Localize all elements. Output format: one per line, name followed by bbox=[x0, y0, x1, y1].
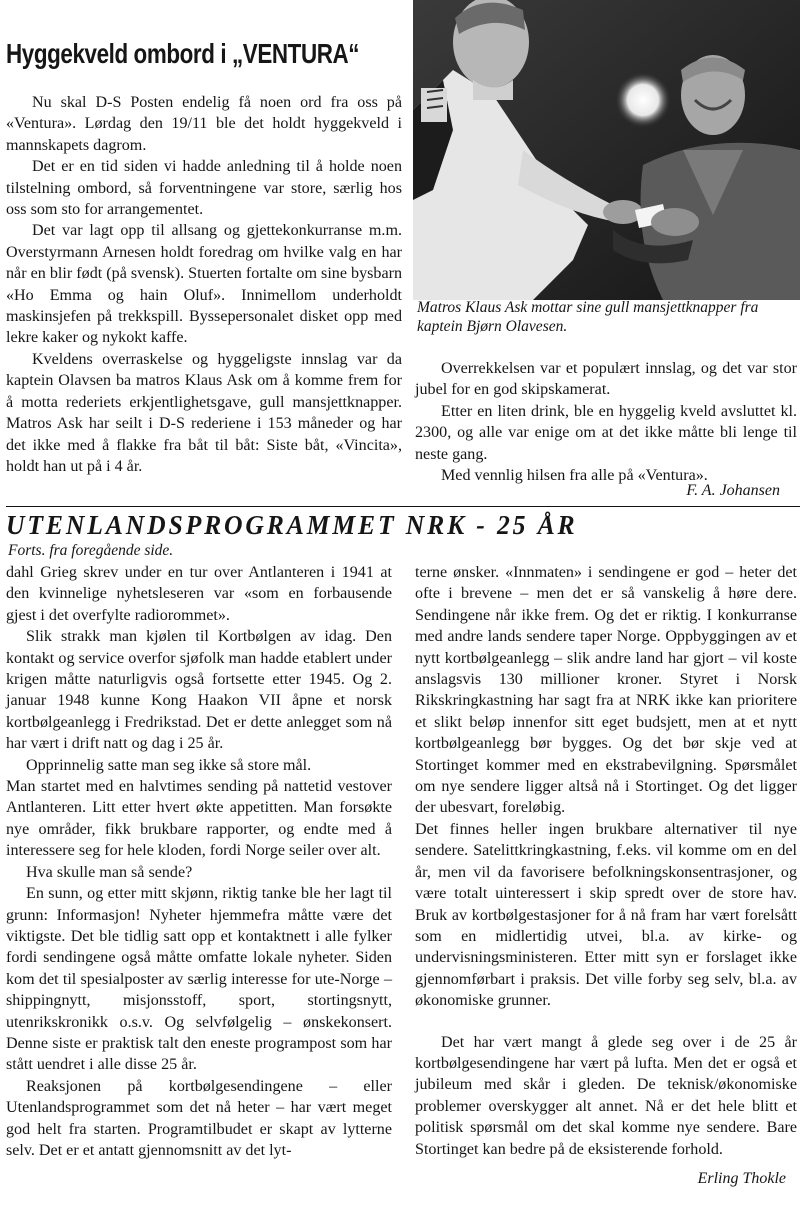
article-body bbox=[6, 92, 402, 477]
paragraph: Kveldens overraskelse og hyggeligste innslag var da kaptein Olavsen ba matros Klaus Ask om å komme frem for å motta rederiets erkjentlighetsgave, gull mansjettknapper. Matros Ask har seilt i D-S rederiene i 153 måneder og har det ikke med å flakke fra båt til båt: Siste båt, «Vincita», holdt han ut på i 4 år. bbox=[6, 350, 402, 475]
article-body-continued bbox=[415, 358, 797, 486]
paragraph: Det finnes heller ingen brukbare alternativer til nye sendere. Satelittkringkastning, f.eks. vil komme om en del år, men vil da favorisere befolkningskonsentrasjoner, og være totalt uinteressert i skip spredt over de store hav. Bruk av kortbølgestasjoner for å nå fram har vært forelsått som en midlertidig utvei, bl.a. av kirke- og undervisningsministeren. Etter mitt syn er forslaget ikke gjennomførbart i praksis. Det ville forby seg selv, bl.a. av økonomiske grunner. bbox=[415, 820, 797, 1010]
paragraph: Slik strakk man kjølen til Kortbølgen av idag. Den kontakt og service overfor sjøfolk man hadde etablert under krigen måtte naturligvis også fortsette etter 1945. Og 2. januar 1948 kunne Kong Haakon VII åpne et norsk kortbølgeanlegg i Fredrikstad. Det er dette anlegget som nå har vært i drift natt og dag i 25 år. bbox=[6, 628, 392, 753]
paragraph: Det er en tid siden vi hadde anledning til å holde noen tilstelning ombord, så forventningene var store, særlig hos oss som sto for arrangementet. bbox=[6, 158, 402, 219]
paragraph: Opprinnelig satte man seg ikke så store mål. bbox=[26, 756, 312, 774]
article-signature: F. A. Johansen bbox=[686, 482, 780, 499]
paragraph: Med vennlig hilsen fra alle på «Ventura». bbox=[441, 467, 708, 485]
photo-image bbox=[413, 0, 800, 300]
paragraph: dahl Grieg skrev under en tur over Antlanteren i 1941 at den kvinnelige nyhetsleseren var «som en forbausende gjest i det overfylte radiorommet». bbox=[6, 564, 392, 624]
photo-caption: Matros Klaus Ask mottar sine gull mansjettknapper fra kaptein Bjørn Olavesen. bbox=[417, 299, 759, 335]
paragraph: terne ønsker. «Innmaten» i sendingene er god – heter det ofte i brevene – men det er så vanskelig å høre dere. Sendingene når ikke frem. Og det er riktig. I konkurranse med andre lands sendere taper Norge. Oppbyggingen av et nytt kortbølgeanlegg – slik andre land har gjort – vil koste anslagsvis 130 millioner kroner. Styret i Norsk Rikskringkastning har sagt fra at NRK ikke kan prioritere et slikt beløp innenfor sitt eget budsjett, men at et nytt kortbølgeanlegg bør bygges. Og det bør skje ved at Stortinget kommer med en ekstrabevilgning. Spørsmålet om nye sendere ligger altså nå i Stortinget. Og det ligger der ubesvart, foreløbig. bbox=[415, 564, 797, 817]
paragraph: En sunn, og etter mitt skjønn, riktig tanke ble her lagt til grunn: Informasjon! Nyheter hjemmefra måtte være det viktigste. Det ble tidlig satt opp et kontaktnett i alle fylker fordi sendingene også måtte omfatte lokale nyheter. Siden kom det til spesialposter av særlig interesse for ute-Norge – shippingnytt, misjonsstoff, sport, stortingsnytt, utenrikskronikk o.s.v. Og selvfølgelig – ønskekonsert. Denne siste er praktisk talt den eneste programpost som har stått uendret i alle disse 25 år. bbox=[6, 885, 392, 1074]
paragraph: Etter en liten drink, ble en hyggelig kveld avsluttet kl. 2300, og alle var enige om at det ikke måtte bli lenge til neste gang. bbox=[415, 402, 797, 463]
continued-note: Forts. fra foregående side. bbox=[8, 542, 174, 559]
section-divider bbox=[6, 506, 800, 507]
paragraph: Overrekkelsen var et populært innslag, og det var stor jubel for en god skipskamerat. bbox=[415, 360, 797, 399]
article-photo bbox=[413, 0, 800, 300]
paragraph: Det har vært mangt å glede seg over i de 25 år kortbølgesendingene har vært på lufta. Men det er også et jubileum med skår i gleden. De teknisk/økonomiske problemer overskygger alt annet. Nå er det hele blitt et politisk spørsmål om det skal komme nye sendere. Bare Stortinget kan bedre på de eksisterende forhold. bbox=[415, 1033, 797, 1158]
section-title: UTENLANDSPROGRAMMET NRK - 25 ÅR bbox=[6, 510, 578, 540]
article-headline: Hyggekveld ombord i „VENTURA“ bbox=[6, 38, 360, 69]
article-signature: Erling Thokle bbox=[697, 1170, 786, 1187]
paragraph: Hva skulle man så sende? bbox=[26, 863, 193, 881]
paragraph: Det var lagt opp til allsang og gjettekonkurranse m.m. Overstyrmann Arnesen holdt foredrag om hvilke valg en har når en blir født (på svensk). Stuerten fortalte om sine bysbarn «Ho Emma og hain Oluf». Innimellom underholdt maskinsjefen på trekkspill. Byssepersonalet disket opp med lekre kaker og nykokt kaffe. bbox=[6, 222, 402, 347]
paragraph: Reaksjonen på kortbølgesendingene – eller Utenlandsprogrammet som det nå heter – har vært meget god helt fra starten. Programtilbudet er skapt av lytterne selv. Det er et antatt gjennomsnitt av det lyt- bbox=[6, 1077, 392, 1159]
paragraph: Man startet med en halvtimes sending på nattetid vestover Antlanteren. Litt etter hvert økte appetitten. Man forsøkte nye områder, fikk brukbare rapporter, og endte med å interessere seg for hele kloden, fordi Norge seiler over alt. bbox=[6, 778, 392, 860]
article-column-left bbox=[6, 562, 392, 1161]
article-column-right bbox=[415, 562, 797, 1160]
paragraph: Nu skal D-S Posten endelig få noen ord fra oss på «Ventura». Lørdag den 19/11 ble det holdt hyggekveld i mannskapets dagrom. bbox=[6, 94, 402, 154]
